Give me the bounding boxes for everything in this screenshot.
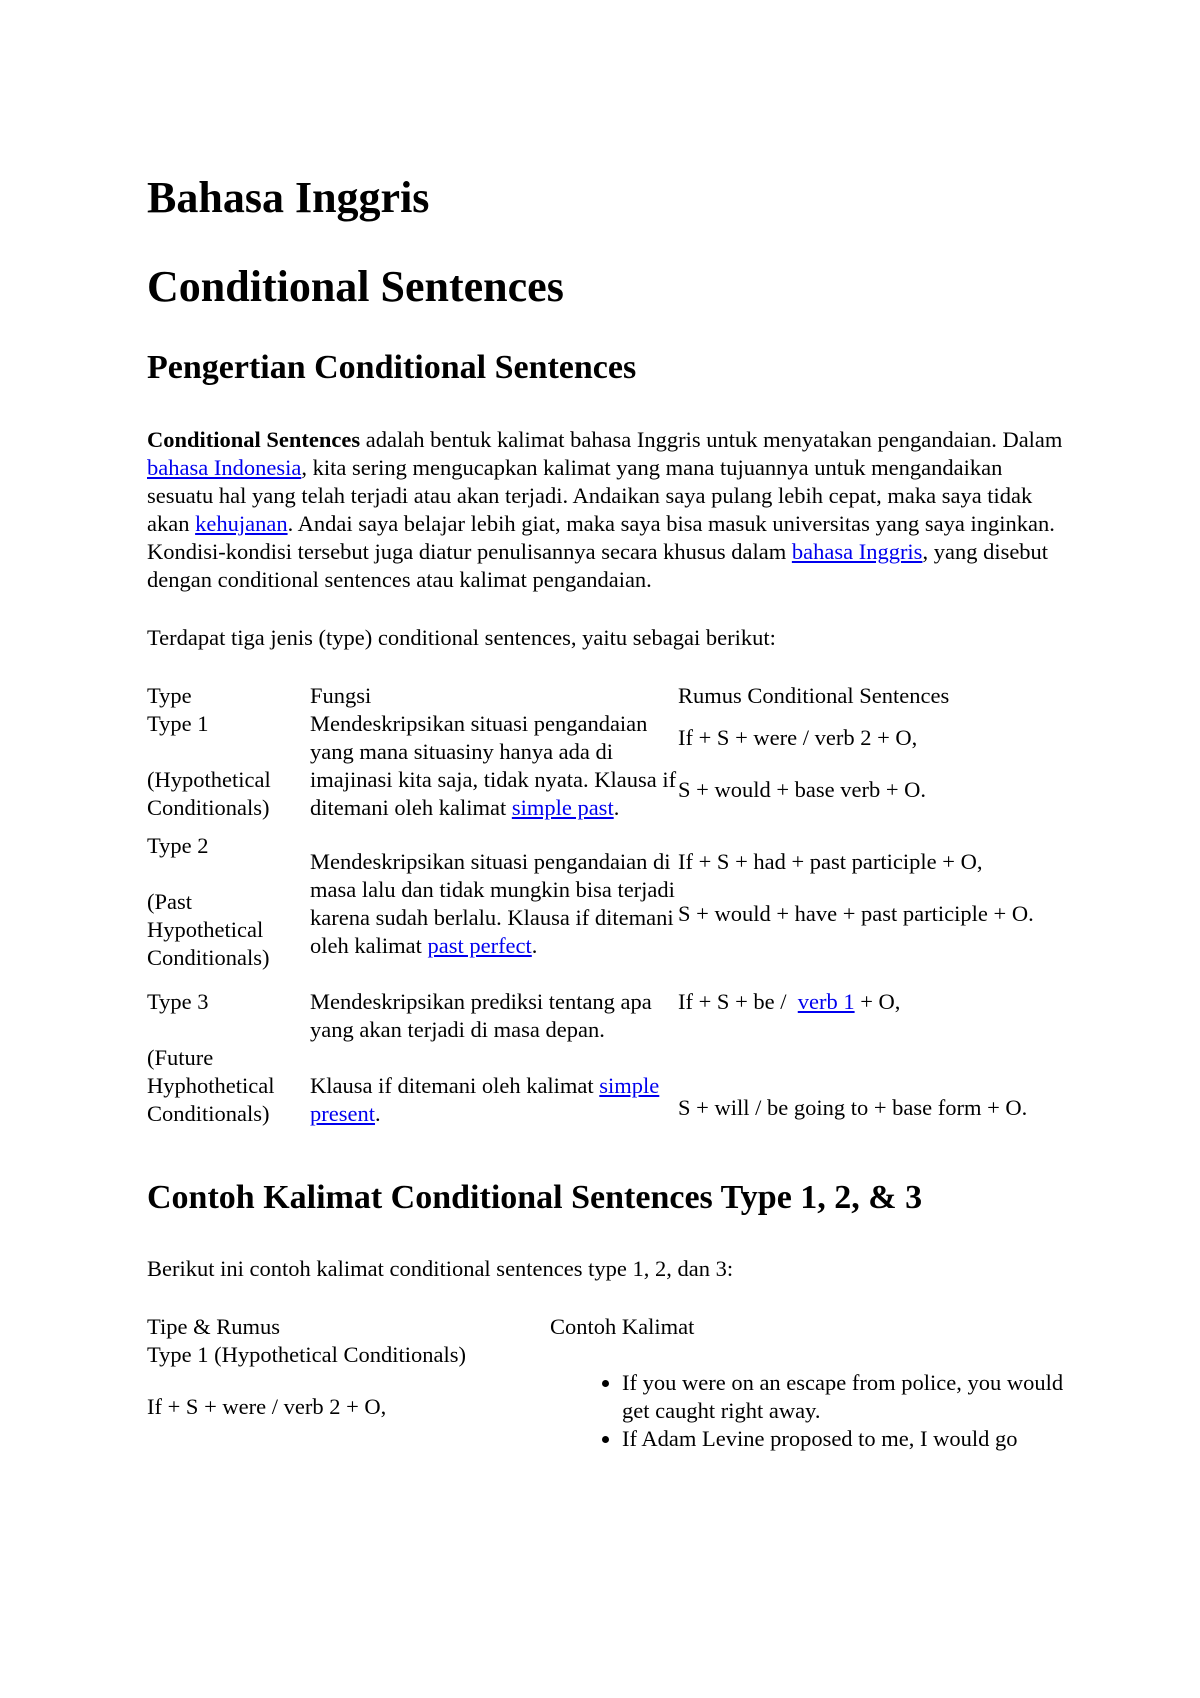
document-title: Bahasa Inggris xyxy=(147,173,430,222)
rumus-if-clause: If + S + had + past participle + O, xyxy=(678,849,983,875)
fungsi-text: Mendeskripsikan situasi pengandaian di masa lalu dan tidak mungkin bisa terjadi karena sudah berlalu. Klausa if ditemani oleh kalimat xyxy=(310,849,675,959)
fungsi-text-2 xyxy=(310,1072,678,1128)
rumus-main-clause: S + would + have + past participle + O. xyxy=(678,901,1034,927)
fungsi-period: . xyxy=(613,795,620,821)
link-verb-1[interactable]: verb 1 xyxy=(797,989,855,1015)
fungsi-cell xyxy=(310,972,678,1128)
type-label: Type 2 xyxy=(147,833,209,859)
examples-table-header xyxy=(147,1313,1067,1341)
types-lead-text: Terdapat tiga jenis (type) conditional sentences, yaitu sebagai berikut: xyxy=(147,625,776,651)
examples-table xyxy=(147,1313,1067,1453)
contoh-kalimat-cell xyxy=(550,1341,1067,1453)
type-cell xyxy=(147,972,310,1128)
types-table xyxy=(147,682,1067,1128)
example-type-label: Type 1 (Hypothetical Conditionals) xyxy=(147,1342,466,1368)
list-item: • If you were on an escape from police, you would get caught right away. xyxy=(622,1369,1067,1425)
rumus-if-prefix: If + S + be / xyxy=(678,989,798,1015)
rumus-cell xyxy=(678,972,1067,1128)
fungsi-cell xyxy=(310,822,678,972)
header-fungsi: Fungsi xyxy=(310,683,372,709)
header-contoh-kalimat: Contoh Kalimat xyxy=(550,1314,695,1340)
table-row xyxy=(147,1341,1067,1453)
link-past-perfect[interactable]: past perfect xyxy=(427,933,532,959)
list-item: • If Adam Levine proposed to me, I would go xyxy=(622,1425,1067,1453)
rumus-if-clause xyxy=(678,988,1067,1016)
link-simple-past[interactable]: simple past xyxy=(511,795,614,821)
example-bullet-list xyxy=(550,1369,1067,1453)
intro-text-4: , yang disebut dengan conditional sentences atau kalimat pengandaian. xyxy=(147,539,1049,593)
examples-lead-text: Berikut ini contoh kalimat conditional sentences type 1, 2, dan 3: xyxy=(147,1256,734,1282)
table-row xyxy=(147,822,1067,972)
link-bahasa-inggris[interactable]: bahasa Inggris xyxy=(791,539,923,565)
intro-text-2: , kita sering mengucapkan kalimat yang mana tujuannya untuk mengandaikan sesuatu hal yang telah terjadi atau akan terjadi. Andaikan saya pulang lebih cepat, maka saya tidak akan xyxy=(147,455,1033,537)
intro-text-3: . Andai saya belajar lebih giat, maka saya bisa masuk universitas yang saya inginkan. Kondisi-kondisi tersebut juga diatur penulisannya secara khusus dalam xyxy=(147,511,1055,565)
rumus-main-clause: S + will / be going to + base form + O. xyxy=(678,1095,1028,1121)
types-table-header xyxy=(147,682,1067,710)
intro-bold-term: Conditional Sentences xyxy=(147,427,361,453)
intro-text-1: adalah bentuk kalimat bahasa Inggris untuk menyatakan pengandaian. Dalam xyxy=(360,427,1063,453)
intro-paragraph xyxy=(147,426,1067,594)
type-cell xyxy=(147,822,310,972)
fungsi-period: . xyxy=(531,933,538,959)
section-heading-pengertian: Pengertian Conditional Sentences xyxy=(147,348,637,386)
type-cell xyxy=(147,710,310,822)
document-content xyxy=(147,172,1067,1453)
table-row xyxy=(147,972,1067,1128)
tipe-rumus-cell xyxy=(147,1341,550,1453)
type-label: Type 3 xyxy=(147,989,209,1015)
type-sublabel: (Future Hyphothetical Conditionals) xyxy=(147,1045,275,1127)
fungsi-text-2-prefix: Klausa if ditemani oleh kalimat xyxy=(310,1073,600,1099)
rumus-main-clause: S + would + base verb + O. xyxy=(678,777,927,803)
example-rumus: If + S + were / verb 2 + O, xyxy=(147,1394,387,1420)
link-kehujanan[interactable]: kehujanan xyxy=(195,511,288,537)
type-sublabel: (Hypothetical Conditionals) xyxy=(147,767,271,821)
rumus-cell xyxy=(678,710,1067,822)
fungsi-period: . xyxy=(374,1101,381,1127)
rumus-if-suffix: + O, xyxy=(854,989,901,1015)
link-simple-present[interactable]: simple present xyxy=(310,1073,660,1127)
header-type: Type xyxy=(147,683,192,709)
header-rumus: Rumus Conditional Sentences xyxy=(678,683,950,709)
fungsi-text: Mendeskripsikan prediksi tentang apa yang akan terjadi di masa depan. xyxy=(310,989,652,1043)
type-label: Type 1 xyxy=(147,711,209,737)
section-heading-contoh: Contoh Kalimat Conditional Sentences Type 1, 2, & 3 xyxy=(147,1179,923,1217)
type-sublabel: (Past Hypothetical Conditionals) xyxy=(147,889,270,971)
table-row xyxy=(147,710,1067,822)
rumus-cell xyxy=(678,822,1067,972)
document-subtitle: Conditional Sentences xyxy=(147,261,564,311)
fungsi-cell xyxy=(310,710,678,822)
rumus-if-clause: If + S + were / verb 2 + O, xyxy=(678,725,918,751)
fungsi-text: Mendeskripsikan situasi pengandaian yang mana situasiny hanya ada di imajinasi kita saja, tidak nyata. Klausa if ditemani oleh kalimat xyxy=(310,711,677,821)
link-bahasa-indonesia[interactable]: bahasa Indonesia xyxy=(147,455,302,481)
header-tipe-rumus: Tipe & Rumus xyxy=(147,1314,280,1340)
